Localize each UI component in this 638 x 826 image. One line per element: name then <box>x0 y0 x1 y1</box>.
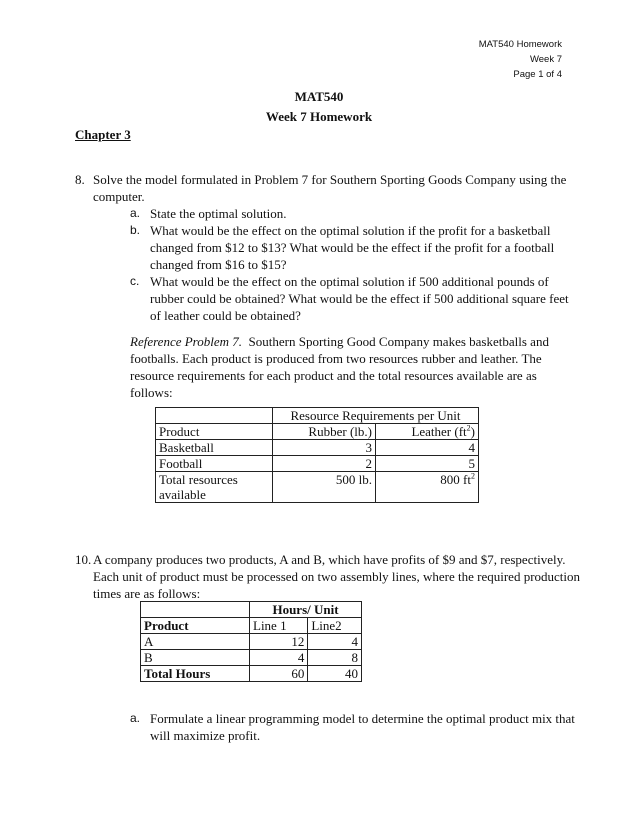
doc-subtitle: Week 7 Homework <box>265 109 373 124</box>
resource-group-header: Resource Requirements per Unit <box>273 408 479 424</box>
table-row <box>141 666 362 682</box>
header-course: MAT540 Homework <box>478 39 562 50</box>
resource-total-leather: 800 $ft^2$ <box>375 472 478 503</box>
resource-table <box>155 407 479 503</box>
q8b-label: b. <box>130 223 141 237</box>
resource-product: Basketball <box>156 440 273 456</box>
hours-product: A <box>141 634 250 650</box>
resource-leather: 4 <box>375 440 478 456</box>
resource-rubber: 2 <box>273 456 376 472</box>
q8-text-line1: Solve the model formulated in Problem 7 for Southern Sporting Goods Company using the <box>93 172 567 187</box>
table-row <box>156 440 479 456</box>
hours-total-line1: 60 <box>250 666 308 682</box>
reference-line3: resource requirements for each product and the total resources available are as <box>130 368 537 383</box>
reference-line4: follows: <box>130 385 173 400</box>
q8c-line1: What would be the effect on the optimal solution if 500 additional pounds of <box>150 274 549 289</box>
q10a-line1: Formulate a linear programming model to determine the optimal product mix that <box>150 711 575 726</box>
hours-table <box>140 601 362 682</box>
q8-number: 8. <box>75 172 85 187</box>
hours-total-label: Total Hours <box>141 666 250 682</box>
q8a-label: a. <box>130 206 141 220</box>
q8b-line1: What would be the effect on the optimal solution if the profit for a basketball <box>150 223 551 238</box>
header-week: Week 7 <box>529 54 562 65</box>
resource-leather: 5 <box>375 456 478 472</box>
hours-col-line2: Line2 <box>308 618 362 634</box>
doc-title: MAT540 <box>294 89 344 104</box>
q10-number: 10. <box>75 552 92 567</box>
q10a-line2: will maximize profit. <box>150 728 261 743</box>
q8c-line2: rubber could be obtained? What would be the effect if 500 additional square feet <box>150 291 569 306</box>
resource-total-rubber: 500 lb. <box>273 472 376 503</box>
resource-col-product: Product <box>156 424 273 440</box>
resource-rubber: 3 <box>273 440 376 456</box>
table-row <box>156 456 479 472</box>
hours-line2: 8 <box>308 650 362 666</box>
reference-line1-text: Southern Sporting Good Company makes basketballs and <box>242 334 549 349</box>
hours-product: B <box>141 650 250 666</box>
q8b-line2: changed from $12 to $13? What would be the effect if the profit for a football <box>150 240 555 255</box>
hours-line1: 12 <box>250 634 308 650</box>
hours-line2: 4 <box>308 634 362 650</box>
q8-text-line2: computer. <box>93 189 145 204</box>
q8b-line3: changed from $16 to $15? <box>150 257 287 272</box>
hours-group-header: Hours/ Unit <box>250 602 362 618</box>
resource-col-rubber: Rubber (lb.) <box>273 424 376 440</box>
resource-product: Football <box>156 456 273 472</box>
resource-total-label: Total resources available <box>156 472 273 503</box>
header-page: Page 1 of 4 <box>513 69 562 80</box>
table-row <box>156 472 479 503</box>
table-row <box>141 634 362 650</box>
reference-italic: Reference Problem 7. <box>130 334 243 349</box>
q10a-label: a. <box>130 711 141 725</box>
hours-total-line2: 40 <box>308 666 362 682</box>
page-header <box>479 37 562 82</box>
chapter-heading: Chapter 3 <box>75 127 131 142</box>
q10-text-line2: Each unit of product must be processed on two assembly lines, where the required production <box>93 569 581 584</box>
hours-line1: 4 <box>250 650 308 666</box>
q8c-line3: of leather could be obtained? <box>150 308 301 323</box>
q10-text-line3: times are as follows: <box>93 586 201 601</box>
hours-col-product: Product <box>141 618 250 634</box>
q10-text-line1: A company produces two products, A and B, which have profits of $9 and $7, respectively. <box>93 552 566 567</box>
q8a-line1: State the optimal solution. <box>150 206 287 221</box>
hours-col-line1: Line 1 <box>250 618 308 634</box>
reference-line1 <box>130 333 570 350</box>
q8c-label: c. <box>130 274 140 288</box>
table-row <box>141 650 362 666</box>
reference-line2: footballs. Each product is produced from two resources rubber and leather. The <box>130 351 542 366</box>
resource-col-leather: Leather $(ft^2)$ <box>375 424 478 440</box>
